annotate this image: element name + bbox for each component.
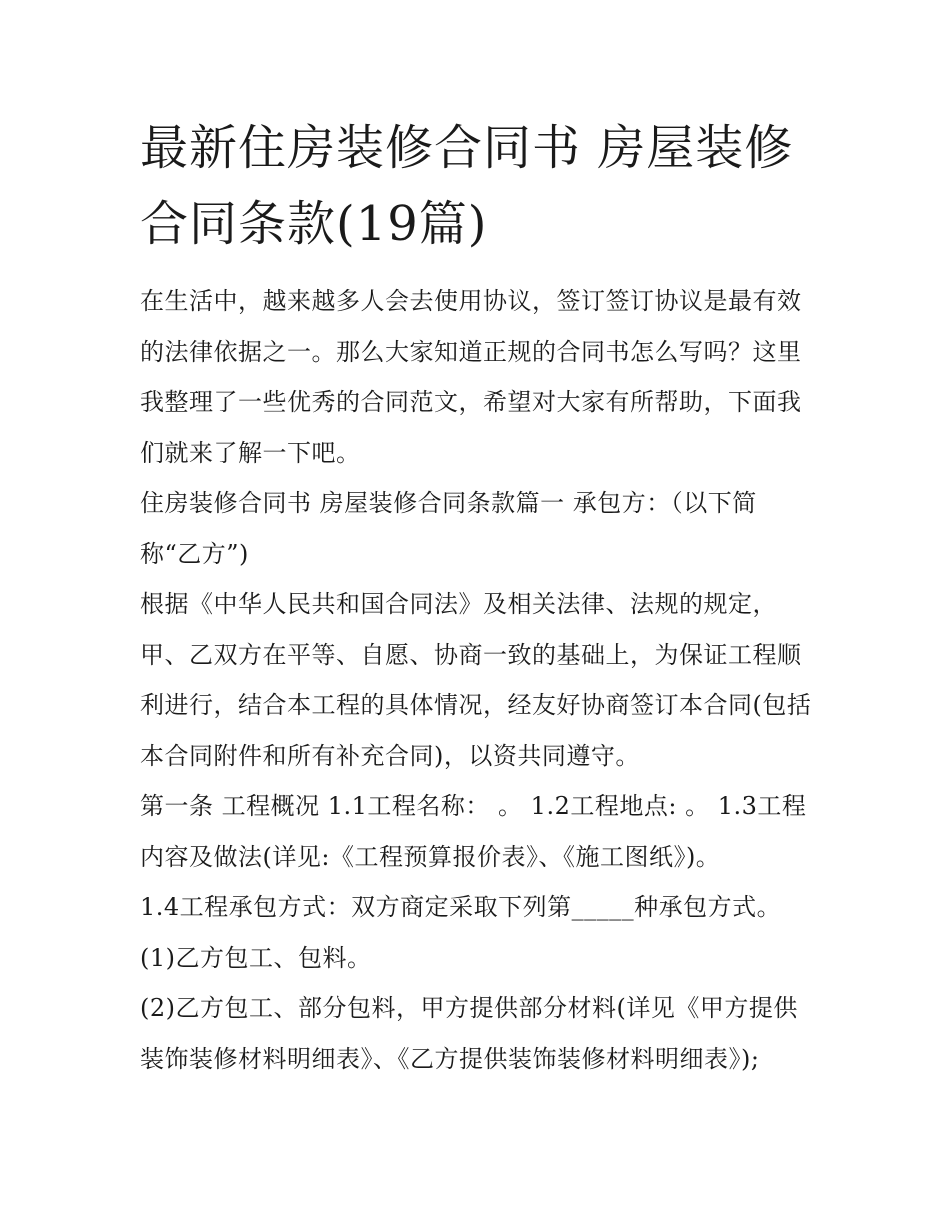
paragraph-partial-materials: (2)乙方包工、部分包料，甲方提供部分材料(详见《甲方提供装饰装修材料明细表》、《乙方提供装饰装修材料明细表》); [140,994,798,1073]
paragraph-legal-basis: 根据《中华人民共和国合同法》及相关法律、法规的规定，甲、乙双方在平等、自愿、协商一致的基础上，为保证工程顺利进行，结合本工程的具体情况，经友好协商签订本合同(包括本合同附件和所有补充合同)，以资共同遵守。 [140,590,812,770]
document-title: 最新住房装修合同书 房屋装修合同条款(19篇) [140,120,794,252]
paragraph-intro: 在生活中，越来越多人会去使用协议，签订签订协议是最有效的法律依据之一。那么大家知道正规的合同书怎么写吗？这里我整理了一些优秀的合同范文，希望对大家有所帮助，下面我们就来了解一下吧。 [140,287,802,467]
paragraph-contractor: 住房装修合同书 房屋装修合同条款篇一 承包方：（以下简称“乙方”) [140,489,757,568]
paragraph-contract-method: 1.4工程承包方式：双方商定采取下列第_____种承包方式。 (1)乙方包工、包料。 [140,893,782,972]
document-page [140,110,815,1084]
paragraph-article-1: 第一条 工程概况 1.1工程名称： 。 1.2工程地点: 。 1.3工程内容及做法(详见:《工程预算报价表》、《施工图纸》)。 [140,792,807,871]
